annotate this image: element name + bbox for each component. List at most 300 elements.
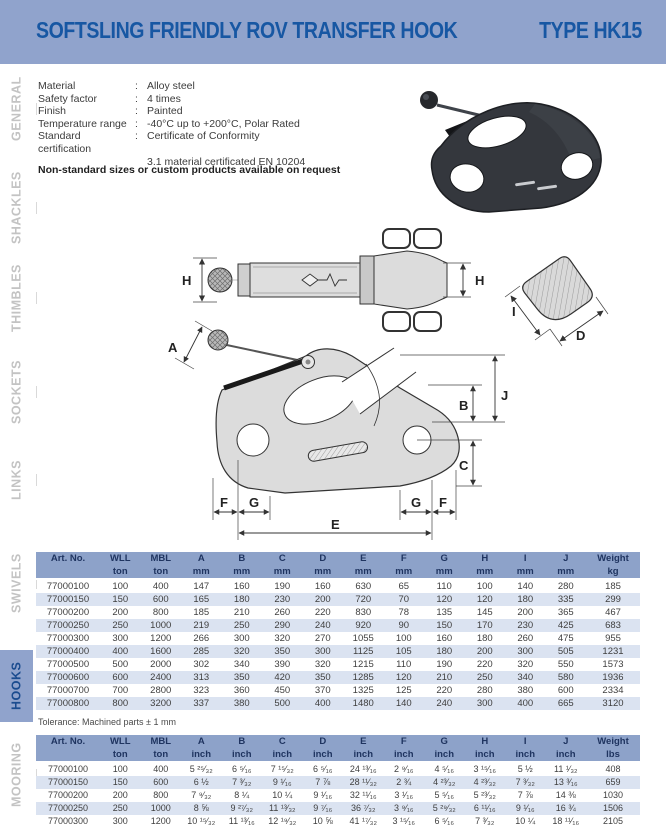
table-cell: 260 bbox=[274, 607, 291, 618]
column-header: I bbox=[505, 735, 546, 748]
table-cell: 400 bbox=[314, 698, 331, 709]
table-cell: 77000250 bbox=[46, 620, 90, 631]
column-header: A bbox=[181, 552, 222, 565]
table-cell: 3 ⁹⁄₁₆ bbox=[393, 803, 414, 813]
column-header: F bbox=[384, 735, 425, 748]
table-cell: 408 bbox=[605, 764, 621, 774]
column-unit: inch bbox=[303, 748, 344, 762]
table-cell: 683 bbox=[605, 620, 621, 631]
table-cell: 77000200 bbox=[47, 790, 89, 800]
table-cell: 700 bbox=[112, 685, 129, 696]
table-cell: 110 bbox=[436, 581, 452, 592]
cross-section-shape bbox=[520, 254, 596, 329]
table-cell: 5 ²⁵⁄₃₂ bbox=[189, 764, 213, 774]
table-cell: 220 bbox=[476, 659, 493, 670]
table-cell: 955 bbox=[605, 633, 621, 644]
table-cell: 6 ⁵⁄₁₆ bbox=[434, 816, 454, 826]
column-header: G bbox=[424, 735, 465, 748]
dim-label-e: E bbox=[331, 517, 340, 532]
table-cell: 13 ³⁄₁₆ bbox=[553, 777, 578, 787]
dim-label-i: I bbox=[512, 304, 516, 319]
column-header: MBL bbox=[141, 552, 182, 565]
table-cell: 145 bbox=[476, 607, 493, 618]
column-unit: ton bbox=[141, 748, 182, 762]
column-header: MBL bbox=[141, 735, 182, 748]
table-cell: 180 bbox=[517, 594, 534, 605]
table-cell: 147 bbox=[193, 581, 210, 592]
table-cell: 1125 bbox=[353, 646, 374, 657]
table-cell: 120 bbox=[395, 672, 412, 683]
table-cell: 9 ²⁷⁄₃₂ bbox=[230, 803, 253, 813]
table-cell: 100 bbox=[476, 581, 493, 592]
table-cell: 8 ¼ bbox=[234, 790, 250, 800]
table-cell: 4 ²³⁄₃₂ bbox=[473, 777, 496, 787]
table-cell: 135 bbox=[436, 607, 453, 618]
table-cell: 11 ¹⁄₃₂ bbox=[553, 764, 578, 774]
column-header: G bbox=[424, 552, 465, 565]
pin-shaft bbox=[222, 344, 302, 361]
table-cell: 200 bbox=[112, 790, 128, 800]
table-cell: 70 bbox=[398, 594, 410, 605]
table-cell: 77000300 bbox=[46, 633, 90, 644]
table-cell: 1030 bbox=[602, 790, 624, 800]
column-unit: inch bbox=[546, 748, 587, 762]
table-row bbox=[36, 762, 640, 776]
table-cell: 6 ⁵⁄₁₆ bbox=[232, 764, 252, 774]
table-row bbox=[36, 632, 640, 645]
spec-row: Temperature range : -40°C up to +200°C, Polar Rated bbox=[38, 117, 300, 130]
column-unit: inch bbox=[465, 748, 506, 762]
table-cell: 3 ¹⁄₁₆ bbox=[394, 790, 414, 800]
table-cell: 390 bbox=[274, 659, 291, 670]
table-cell: 210 bbox=[436, 672, 453, 683]
table-cell: 16 ¾ bbox=[555, 803, 576, 813]
table-cell: 12 ¹⁹⁄₃₂ bbox=[268, 816, 297, 826]
column-unit: inch bbox=[424, 748, 465, 762]
column-unit: mm bbox=[262, 565, 303, 579]
table-cell: 9 ¹⁄₁₆ bbox=[515, 803, 535, 813]
table-cell: 77000400 bbox=[46, 646, 90, 657]
table-cell: 299 bbox=[605, 594, 621, 605]
table-cell: 320 bbox=[233, 646, 250, 657]
sidebar-item-sockets[interactable]: SOCKETS bbox=[9, 360, 24, 424]
pin-ball bbox=[208, 330, 228, 350]
column-unit: inch bbox=[384, 748, 425, 762]
column-header: D bbox=[303, 552, 344, 565]
table-cell: 4 ²³⁄₃₂ bbox=[433, 777, 456, 787]
table-cell: 120 bbox=[436, 594, 453, 605]
table-cell: 800 bbox=[152, 607, 169, 618]
table-cell: 7 ³⁄₃₂ bbox=[232, 777, 252, 787]
table-cell: 425 bbox=[557, 620, 574, 631]
left-lug-hole bbox=[237, 424, 269, 456]
table-cell: 10 ⅝ bbox=[312, 816, 333, 826]
column-unit bbox=[36, 748, 100, 762]
table-cell: 1215 bbox=[352, 659, 374, 670]
column-unit: lbs bbox=[586, 748, 640, 762]
table-cell: 180 bbox=[436, 646, 453, 657]
metric-table-body bbox=[36, 579, 640, 710]
sidebar-item-swivels[interactable]: SWIVELS bbox=[9, 553, 24, 613]
column-unit: mm bbox=[465, 565, 506, 579]
table-row bbox=[36, 671, 640, 684]
table-cell: 3 ¹⁵⁄₁₆ bbox=[473, 764, 496, 774]
table-cell: 350 bbox=[274, 646, 291, 657]
table-cell: 300 bbox=[476, 698, 493, 709]
table-cell: 250 bbox=[476, 672, 493, 683]
table-cell: 3200 bbox=[150, 698, 172, 709]
table-cell: 90 bbox=[398, 620, 410, 631]
table-cell: 2105 bbox=[602, 816, 624, 826]
sidebar-item-thimbles[interactable]: THIMBLES bbox=[9, 264, 24, 332]
column-header: J bbox=[546, 552, 587, 565]
hook-body-front bbox=[216, 349, 459, 493]
column-unit: inch bbox=[222, 748, 263, 762]
custom-products-note: Non-standard sizes or custom products available on request bbox=[38, 164, 341, 176]
dim-label-d: D bbox=[576, 328, 586, 343]
table-cell: 190 bbox=[436, 659, 453, 670]
dim-label-g: G bbox=[249, 495, 260, 510]
sidebar-tick bbox=[36, 386, 37, 398]
table-row bbox=[36, 776, 640, 789]
table-cell: 219 bbox=[193, 620, 210, 631]
pin-ball-sideview bbox=[208, 268, 232, 292]
table-cell: 6 ½ bbox=[193, 777, 209, 787]
table-cell: 266 bbox=[193, 633, 210, 644]
table-cell: 110 bbox=[396, 659, 412, 670]
imperial-table-header bbox=[36, 735, 640, 762]
column-unit: mm bbox=[222, 565, 263, 579]
table-cell: 1480 bbox=[352, 698, 374, 709]
dim-label-h: H bbox=[475, 273, 485, 288]
table-cell: 250 bbox=[112, 803, 128, 813]
sidebar-tick bbox=[36, 103, 37, 115]
table-cell: 2000 bbox=[150, 659, 172, 670]
table-cell: 1000 bbox=[150, 803, 171, 813]
column-header: B bbox=[222, 552, 263, 565]
table-cell: 170 bbox=[476, 620, 493, 631]
column-header: B bbox=[222, 735, 263, 748]
column-unit bbox=[36, 565, 100, 579]
table-cell: 10 ¹⁵⁄₃₂ bbox=[187, 816, 216, 826]
table-cell: 77000250 bbox=[47, 803, 89, 813]
table-cell: 77000100 bbox=[47, 764, 89, 774]
column-unit: mm bbox=[384, 565, 425, 579]
sidebar-tick bbox=[36, 474, 37, 486]
table-cell: 1285 bbox=[352, 672, 374, 683]
table-cell: 5 ⁵⁄₁₆ bbox=[434, 790, 454, 800]
table-cell: 270 bbox=[314, 633, 331, 644]
table-cell: 340 bbox=[517, 672, 534, 683]
spec-row: Safety factor : 4 times bbox=[38, 92, 181, 105]
table-cell: 7 ⅞ bbox=[517, 790, 533, 800]
table-cell: 7 ³⁄₃₂ bbox=[515, 777, 535, 787]
table-cell: 280 bbox=[557, 581, 574, 592]
sidebar-item-shackles[interactable]: SHACKLES bbox=[9, 171, 24, 245]
table-cell: 150 bbox=[112, 594, 129, 605]
spec-row: 3.1 material certificated EN 10204 bbox=[147, 155, 306, 168]
table-cell: 5 ½ bbox=[517, 764, 533, 774]
table-cell: 190 bbox=[274, 581, 291, 592]
table-cell: 580 bbox=[557, 672, 574, 683]
column-header: C bbox=[262, 552, 303, 565]
table-cell: 77000800 bbox=[46, 698, 90, 709]
table-cell: 200 bbox=[314, 594, 331, 605]
table-cell: 5 ²⁹⁄₃₂ bbox=[432, 803, 456, 813]
table-cell: 100 bbox=[395, 633, 412, 644]
sidebar-item-links[interactable]: LINKS bbox=[9, 460, 24, 500]
table-cell: 160 bbox=[436, 633, 453, 644]
table-cell: 240 bbox=[314, 620, 331, 631]
table-cell: 450 bbox=[274, 685, 291, 696]
table-cell: 659 bbox=[605, 777, 621, 787]
table-cell: 2800 bbox=[150, 685, 172, 696]
table-cell: 18 ¹¹⁄₁₆ bbox=[552, 816, 580, 826]
table-cell: 6 ¹¹⁄₁₆ bbox=[473, 803, 496, 813]
header-band bbox=[0, 0, 666, 64]
table-cell: 9 ¹⁄₁₆ bbox=[272, 777, 292, 787]
column-unit: ton bbox=[100, 748, 141, 762]
pin-ball-3d bbox=[420, 91, 438, 109]
table-row bbox=[36, 619, 640, 632]
table-cell: 230 bbox=[517, 620, 534, 631]
table-cell: 140 bbox=[517, 581, 534, 592]
table-cell: 250 bbox=[112, 620, 129, 631]
hook-body-sideview bbox=[374, 251, 447, 309]
column-unit: kg bbox=[586, 565, 640, 579]
table-cell: 800 bbox=[112, 698, 129, 709]
table-row bbox=[36, 606, 640, 619]
table-cell: 280 bbox=[476, 685, 493, 696]
page-title: SOFTSLING FRIENDLY ROV TRANSFER HOOK bbox=[36, 17, 458, 43]
side-view-drawing bbox=[95, 226, 495, 334]
table-cell: 7 ⅞ bbox=[315, 777, 331, 787]
table-cell: 475 bbox=[557, 633, 574, 644]
table-cell: 9 ¹⁄₁₆ bbox=[313, 790, 333, 800]
table-cell: 77000150 bbox=[47, 777, 89, 787]
table-cell: 11 ¹³⁄₁₆ bbox=[228, 816, 255, 826]
table-cell: 9 ⁷⁄₁₆ bbox=[313, 803, 333, 813]
table-cell: 340 bbox=[233, 659, 250, 670]
table-row bbox=[36, 789, 640, 802]
table-cell: 77000300 bbox=[47, 816, 89, 826]
sidebar-item-mooring[interactable]: MOORING bbox=[9, 742, 24, 808]
table-cell: 220 bbox=[314, 607, 331, 618]
table-cell: 337 bbox=[193, 698, 210, 709]
column-unit: mm bbox=[424, 565, 465, 579]
dim-label-j: J bbox=[501, 388, 509, 403]
table-cell: 800 bbox=[153, 790, 169, 800]
table-cell: 630 bbox=[355, 581, 372, 592]
table-cell: 320 bbox=[314, 659, 331, 670]
table-cell: 28 ¹¹⁄₃₂ bbox=[349, 777, 377, 787]
table-cell: 467 bbox=[605, 607, 621, 618]
table-row bbox=[36, 645, 640, 658]
column-unit: ton bbox=[100, 565, 141, 579]
table-cell: 830 bbox=[355, 607, 372, 618]
table-cell: 78 bbox=[398, 607, 410, 618]
product-type-label: TYPE HK15 bbox=[539, 17, 642, 43]
table-cell: 320 bbox=[274, 633, 291, 644]
table-cell: 6 ⁵⁄₁₆ bbox=[313, 764, 333, 774]
table-cell: 11 ¹³⁄₃₂ bbox=[269, 803, 296, 813]
table-cell: 3120 bbox=[602, 698, 624, 709]
table-cell: 302 bbox=[193, 659, 210, 670]
dim-label-f: F bbox=[439, 495, 447, 510]
table-cell: 1573 bbox=[602, 659, 624, 670]
table-cell: 320 bbox=[517, 659, 534, 670]
table-cell: 400 bbox=[152, 581, 169, 592]
table-cell: 290 bbox=[274, 620, 291, 631]
sidebar-item-general[interactable]: GENERAL bbox=[9, 76, 24, 142]
table-cell: 100 bbox=[112, 581, 129, 592]
table-cell: 77000700 bbox=[46, 685, 90, 696]
column-header: D bbox=[303, 735, 344, 748]
table-cell: 380 bbox=[517, 685, 534, 696]
spec-row: Finish : Painted bbox=[38, 105, 183, 118]
sidebar-tick bbox=[36, 202, 37, 214]
table-cell: 125 bbox=[395, 685, 412, 696]
table-cell: 65 bbox=[398, 581, 410, 592]
table-row bbox=[36, 802, 640, 815]
table-cell: 100 bbox=[112, 764, 128, 774]
table-cell: 200 bbox=[476, 646, 493, 657]
metric-table-header bbox=[36, 552, 640, 579]
column-unit: inch bbox=[262, 748, 303, 762]
tolerance-note: Tolerance: Machined parts ± 1 mm bbox=[38, 717, 176, 727]
column-unit: inch bbox=[505, 748, 546, 762]
table-cell: 1200 bbox=[150, 816, 171, 826]
table-cell: 350 bbox=[233, 672, 250, 683]
table-cell: 2 ⁹⁄₁₆ bbox=[393, 764, 414, 774]
table-cell: 600 bbox=[557, 685, 574, 696]
table-cell: 1000 bbox=[150, 620, 172, 631]
table-row bbox=[36, 684, 640, 697]
table-cell: 1600 bbox=[150, 646, 172, 657]
table-cell: 230 bbox=[274, 594, 291, 605]
table-cell: 36 ⁷⁄₃₂ bbox=[351, 803, 376, 813]
table-cell: 300 bbox=[112, 816, 128, 826]
table-cell: 335 bbox=[557, 594, 574, 605]
column-header: F bbox=[384, 552, 425, 565]
column-unit: ton bbox=[141, 565, 182, 579]
table-cell: 120 bbox=[476, 594, 493, 605]
table-cell: 1055 bbox=[352, 633, 374, 644]
table-row bbox=[36, 815, 640, 828]
table-cell: 600 bbox=[153, 777, 169, 787]
table-cell: 185 bbox=[193, 607, 210, 618]
table-cell: 350 bbox=[314, 672, 331, 683]
column-header: WLL bbox=[100, 735, 141, 748]
table-cell: 420 bbox=[274, 672, 291, 683]
table-cell: 77000500 bbox=[46, 659, 90, 670]
table-cell: 500 bbox=[274, 698, 291, 709]
column-unit: mm bbox=[505, 565, 546, 579]
column-header: WLL bbox=[100, 552, 141, 565]
column-header: E bbox=[343, 552, 384, 565]
column-header: Art. No. bbox=[36, 735, 100, 748]
table-cell: 160 bbox=[314, 581, 331, 592]
column-header: Weight bbox=[586, 552, 640, 565]
table-cell: 185 bbox=[605, 581, 621, 592]
table-cell: 400 bbox=[517, 698, 534, 709]
table-cell: 300 bbox=[112, 633, 129, 644]
table-cell: 260 bbox=[517, 633, 534, 644]
dim-label-b: B bbox=[459, 398, 469, 413]
column-header: J bbox=[546, 735, 587, 748]
spec-row: Material : Alloy steel bbox=[38, 80, 195, 92]
table-cell: 313 bbox=[193, 672, 210, 683]
table-cell: 1506 bbox=[602, 803, 624, 813]
column-unit: mm bbox=[303, 565, 344, 579]
table-cell: 200 bbox=[517, 607, 534, 618]
table-cell: 600 bbox=[152, 594, 169, 605]
table-cell: 8 ⅝ bbox=[193, 803, 209, 813]
table-cell: 77000600 bbox=[46, 672, 90, 683]
table-cell: 150 bbox=[436, 620, 453, 631]
column-header: H bbox=[465, 735, 506, 748]
table-cell: 200 bbox=[112, 607, 129, 618]
table-cell: 10 ¼ bbox=[515, 816, 536, 826]
front-view-drawing bbox=[160, 320, 520, 548]
table-row bbox=[36, 697, 640, 710]
table-cell: 77000150 bbox=[46, 594, 90, 605]
table-cell: 1231 bbox=[602, 646, 624, 657]
table-cell: 220 bbox=[436, 685, 453, 696]
table-cell: 2400 bbox=[150, 672, 172, 683]
table-cell: 160 bbox=[233, 581, 250, 592]
table-cell: 365 bbox=[557, 607, 574, 618]
table-cell: 4 ⁵⁄₁₆ bbox=[434, 764, 454, 774]
table-cell: 2334 bbox=[602, 685, 624, 696]
hook-3d-image bbox=[405, 84, 660, 224]
table-cell: 323 bbox=[193, 685, 210, 696]
dim-label-h: H bbox=[182, 273, 192, 288]
table-cell: 600 bbox=[112, 672, 129, 683]
table-cell: 140 bbox=[395, 698, 412, 709]
column-header: H bbox=[465, 552, 506, 565]
table-cell: 1200 bbox=[150, 633, 172, 644]
table-cell: 7 ⁹⁄₃₂ bbox=[191, 790, 212, 800]
dim-label-a: A bbox=[168, 340, 178, 355]
table-cell: 370 bbox=[314, 685, 331, 696]
dim-label-c: C bbox=[459, 458, 469, 473]
column-unit: mm bbox=[546, 565, 587, 579]
sidebar-tick bbox=[36, 292, 37, 304]
table-cell: 5 ²³⁄₃₂ bbox=[473, 790, 496, 800]
table-cell: 500 bbox=[112, 659, 129, 670]
table-cell: 300 bbox=[517, 646, 534, 657]
table-cell: 250 bbox=[233, 620, 250, 631]
column-header: A bbox=[181, 735, 222, 748]
sidebar-item-hooks[interactable]: HOOKS bbox=[0, 650, 33, 722]
dim-label-f: F bbox=[220, 495, 228, 510]
dim-label-g: G bbox=[411, 495, 422, 510]
table-cell: 285 bbox=[193, 646, 210, 657]
column-header: E bbox=[343, 735, 384, 748]
table-cell: 720 bbox=[355, 594, 372, 605]
column-unit: inch bbox=[343, 748, 384, 762]
table-cell: 550 bbox=[557, 659, 574, 670]
table-cell: 24 ¹³⁄₁₆ bbox=[349, 764, 377, 774]
table-row bbox=[36, 579, 640, 593]
table-cell: 240 bbox=[436, 698, 453, 709]
column-header: I bbox=[505, 552, 546, 565]
table-cell: 77000200 bbox=[46, 607, 90, 618]
table-cell: 400 bbox=[153, 764, 169, 774]
table-cell: 300 bbox=[314, 646, 331, 657]
table-cell: 210 bbox=[233, 607, 250, 618]
